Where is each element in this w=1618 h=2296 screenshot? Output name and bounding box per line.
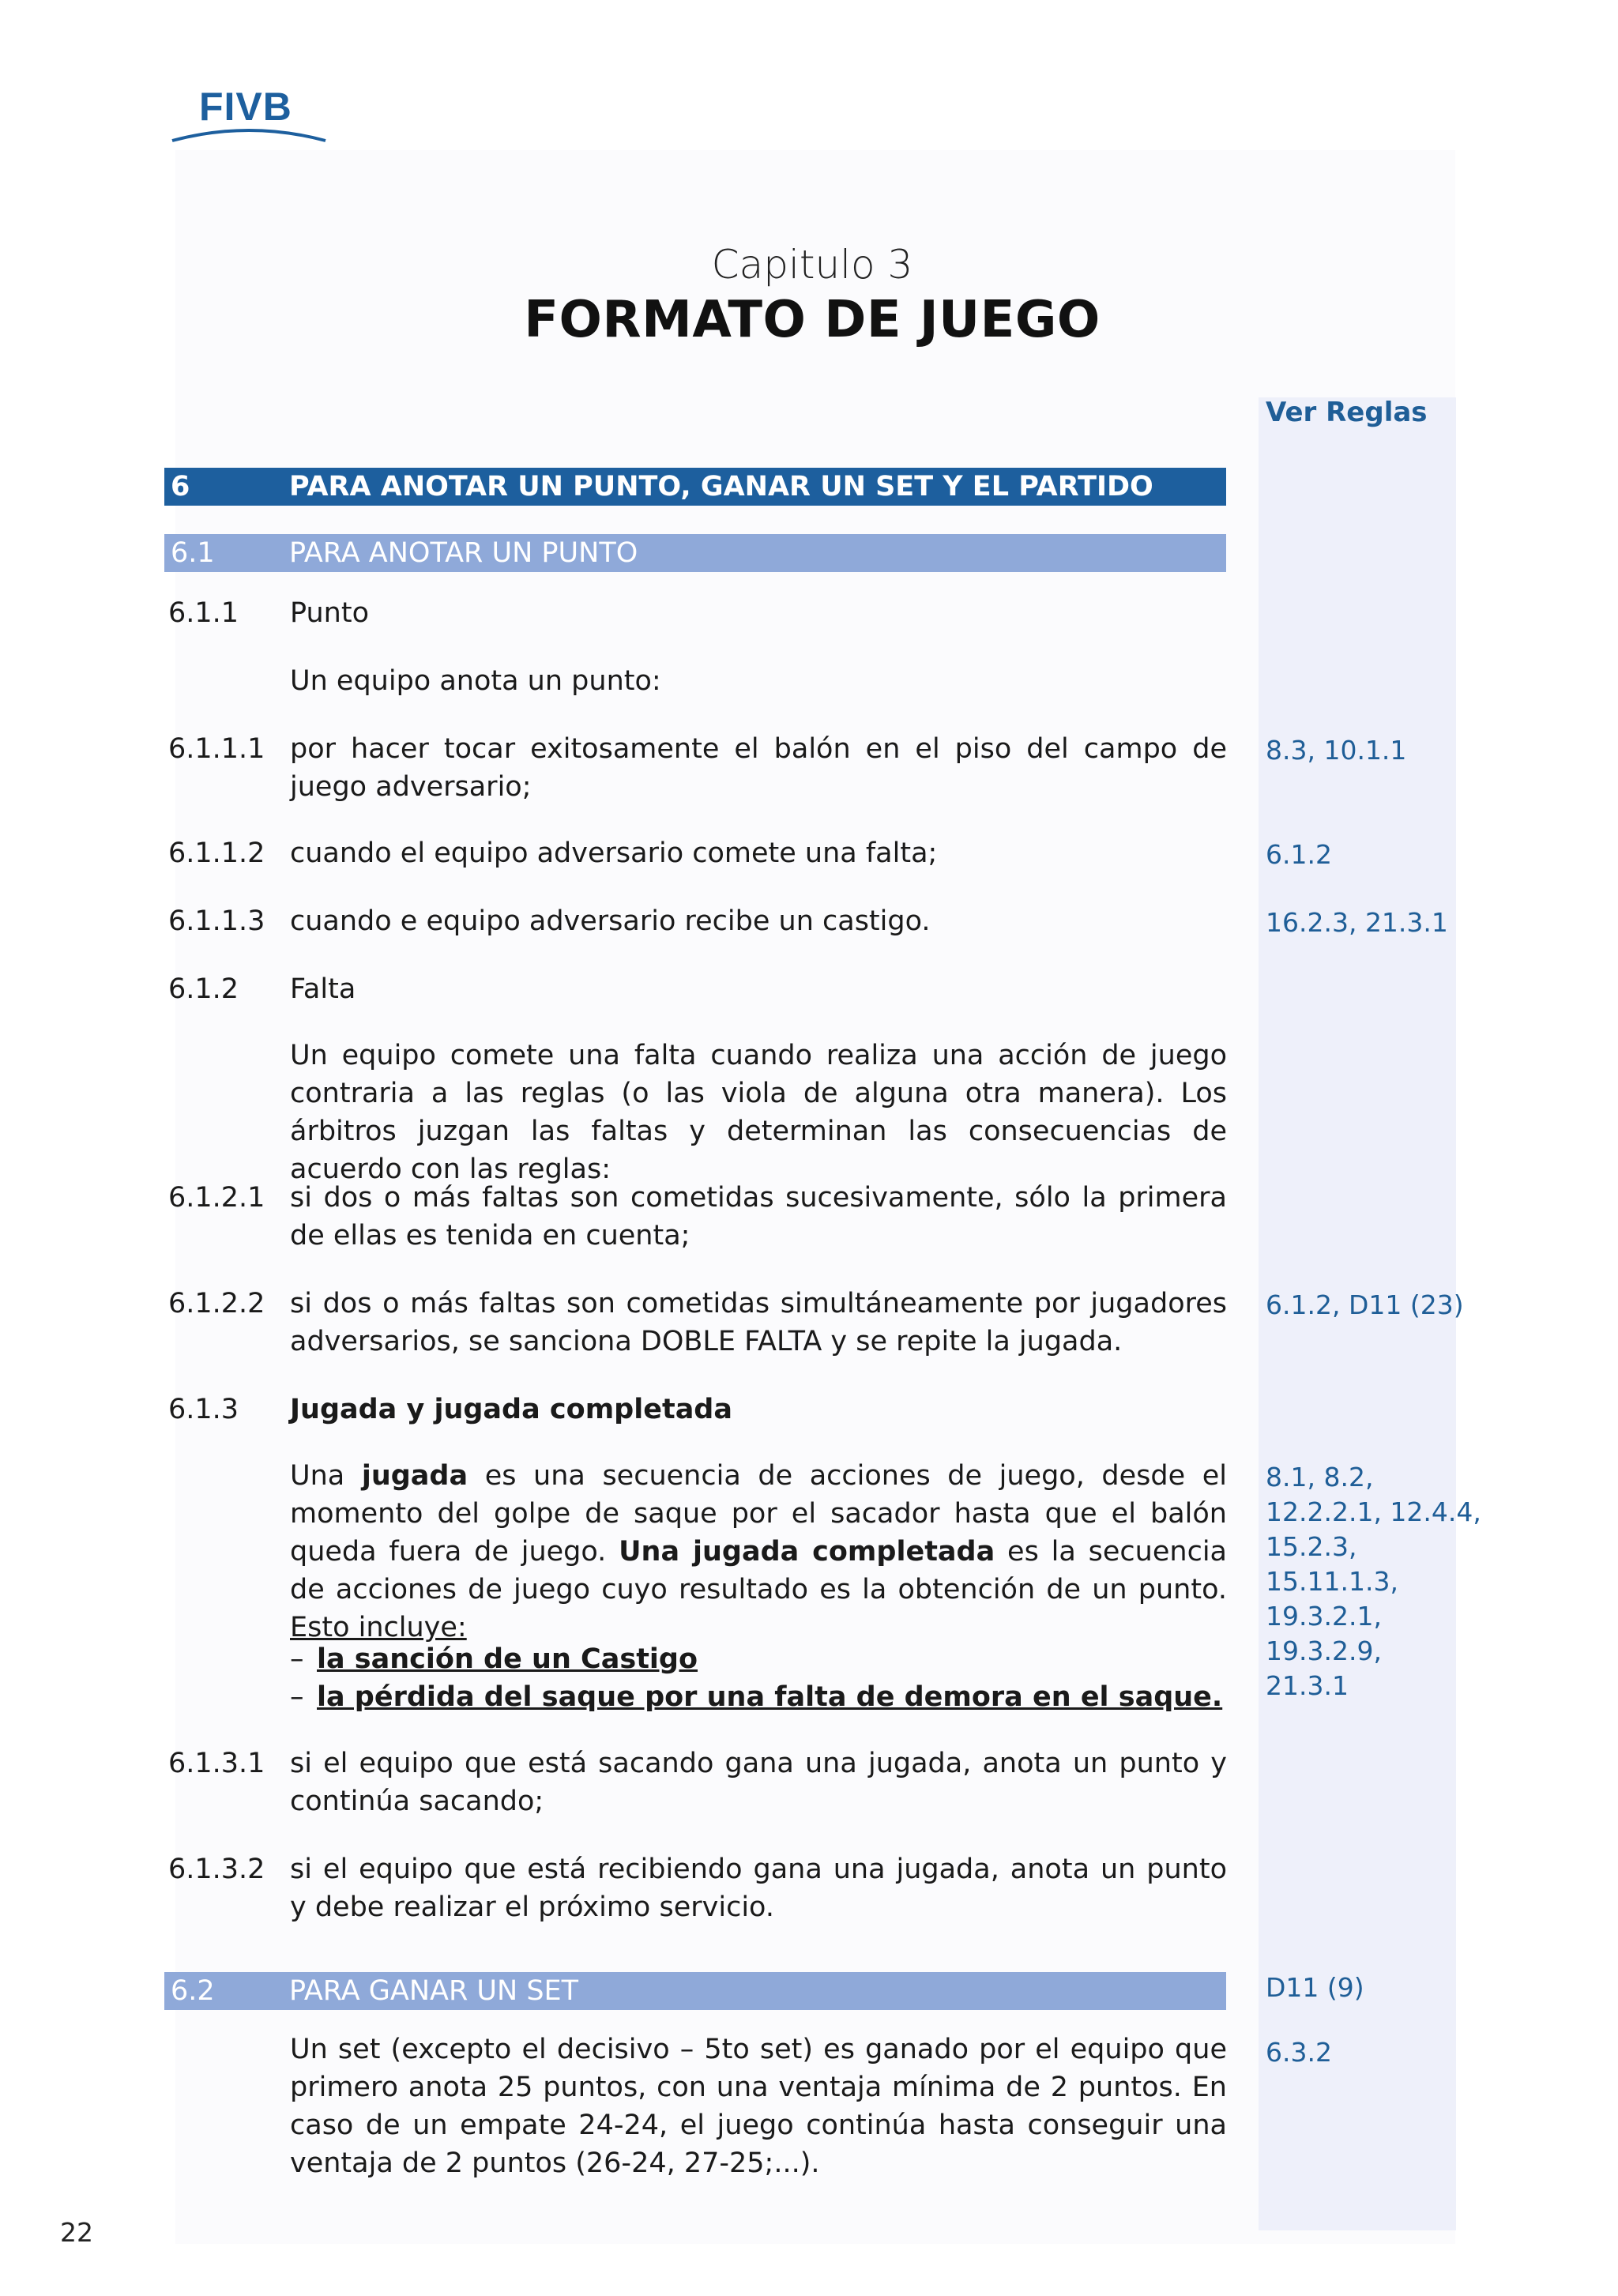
rule-number: 6.1.2.2 xyxy=(168,1288,265,1319)
reference-line: 15.2.3, xyxy=(1266,1531,1357,1562)
reference-line: 8.1, 8.2, xyxy=(1266,1462,1374,1492)
reference-6-1-2-2: 6.1.2, D11 (23) xyxy=(1266,1289,1464,1320)
svg-text:FIVB: FIVB xyxy=(199,85,292,129)
reference-6-1-1-1: 8.3, 10.1.1 xyxy=(1266,735,1407,766)
section-title: PARA ANOTAR UN PUNTO xyxy=(289,537,638,569)
reference-6-1-1-2: 6.1.2 xyxy=(1266,839,1332,870)
section-number: 6 xyxy=(171,471,190,502)
rule-text: Un equipo anota un punto: xyxy=(290,665,661,697)
rule-number: 6.1.1.1 xyxy=(168,733,265,765)
fivb-logo xyxy=(167,82,330,147)
rule-text: cuando el equipo adversario comete una falta; xyxy=(290,837,938,869)
rule-text: Un set (excepto el decisivo – 5to set) es ganado por el equipo que primero anota 25 puntos, con una ventaja mínima de 2 puntos. En caso de un empate 24-24, el juego continúa hasta conseguir una ventaja de 2 puntos (26-24, 27-25;...). xyxy=(290,2034,1227,2179)
rule-text: Jugada y jugada completada xyxy=(290,1394,732,1425)
rule-number: 6.1.2 xyxy=(168,973,239,1005)
list-item: – la pérdida del saque por una falta de demora en el saque. xyxy=(290,1681,1223,1713)
chapter-label: Capitulo 3 xyxy=(711,242,913,288)
reference-6-1-1-3: 16.2.3, 21.3.1 xyxy=(1266,907,1448,938)
rule-text: Una jugada es una secuencia de acciones de juego, desde el momento del golpe de saque por el sacador hasta que el balón queda fuera de juego. Una jugada completada es la secuencia de acciones de juego cuyo resultado es la obtención de un punto. Esto incluye: xyxy=(290,1460,1228,1643)
reference-6-2-intro: 6.3.2 xyxy=(1266,2037,1332,2068)
rule-text: si dos o más faltas son cometidas simultáneamente por jugadores adversarios, se sanciona DOBLE FALTA y se repite la jugada. xyxy=(290,1288,1227,1357)
rule-number: 6.1.3.2 xyxy=(168,1854,265,1885)
reference-6-2: D11 (9) xyxy=(1266,1972,1364,2003)
section-6-heading xyxy=(164,468,1226,506)
section-6-2-heading xyxy=(164,1972,1226,2010)
rule-text: por hacer tocar exitosamente el balón en el piso del campo de juego adversario; xyxy=(290,733,1227,803)
section-title: PARA ANOTAR UN PUNTO, GANAR UN SET Y EL PARTIDO xyxy=(289,471,1153,502)
rule-number: 6.1.3.1 xyxy=(168,1748,265,1779)
rule-text: Falta xyxy=(290,973,356,1005)
section-6-1-heading xyxy=(164,534,1226,572)
list-item: – la sanción de un Castigo xyxy=(290,1643,698,1675)
chapter-title: FORMATO DE JUEGO xyxy=(524,291,1101,349)
rule-text: cuando e equipo adversario recibe un castigo. xyxy=(290,905,931,937)
sidebar-heading: Ver Reglas xyxy=(1266,397,1428,428)
section-number: 6.2 xyxy=(171,1975,215,2007)
rule-number: 6.1.1 xyxy=(168,597,239,629)
reference-line: 19.3.2.1, xyxy=(1266,1601,1382,1632)
rule-text: si el equipo que está sacando gana una jugada, anota un punto y continúa sacando; xyxy=(290,1748,1227,1817)
reference-line: 12.2.2.1, 12.4.4, xyxy=(1266,1496,1481,1527)
rule-text: si el equipo que está recibiendo gana una jugada, anota un punto y debe realizar el próximo servicio. xyxy=(290,1854,1227,1923)
rule-number: 6.1.3 xyxy=(168,1394,239,1425)
list xyxy=(290,1640,1227,1716)
rule-text: Punto xyxy=(290,597,369,629)
rule-number: 6.1.2.1 xyxy=(168,1182,265,1214)
section-number: 6.1 xyxy=(171,537,215,569)
reference-6-1-3 xyxy=(1266,1460,1481,1703)
rule-text: si dos o más faltas son cometidas sucesivamente, sólo la primera de ellas es tenida en cuenta; xyxy=(290,1182,1227,1252)
reference-line: 15.11.1.3, xyxy=(1266,1566,1398,1597)
reference-line: 19.3.2.9, xyxy=(1266,1635,1382,1666)
rule-number: 6.1.1.2 xyxy=(168,837,265,869)
section-title: PARA GANAR UN SET xyxy=(289,1975,579,2007)
reference-line: 21.3.1 xyxy=(1266,1670,1349,1701)
rule-text: Un equipo comete una falta cuando realiza una acción de juego contraria a las reglas (o las viola de alguna otra manera). Los árbitros juzgan las faltas y determinan las consecuencias de acuerdo con las reglas: xyxy=(290,1040,1227,1185)
page-number: 22 xyxy=(60,2217,93,2248)
rule-number: 6.1.1.3 xyxy=(168,905,265,937)
